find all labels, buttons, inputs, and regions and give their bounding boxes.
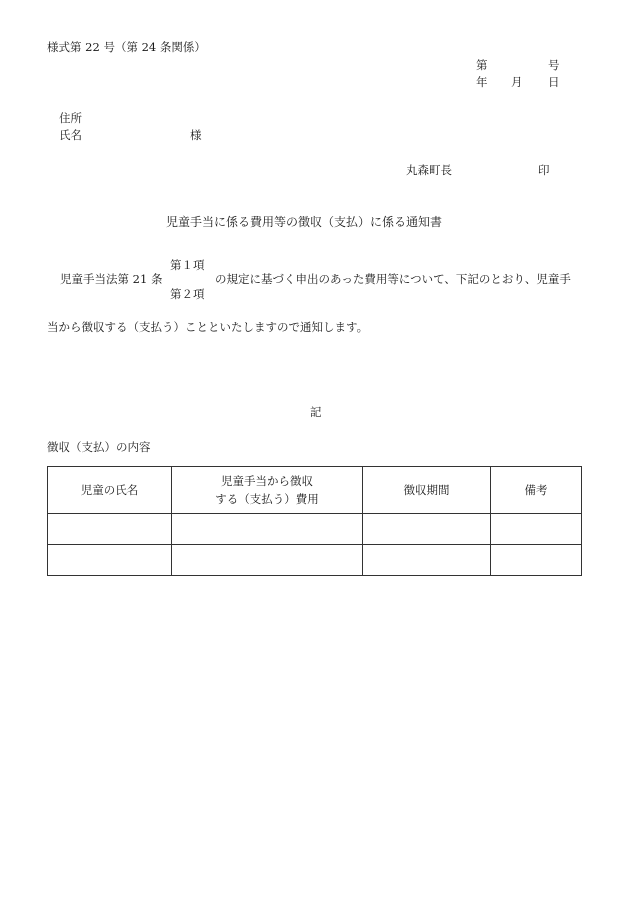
table-row bbox=[48, 545, 582, 576]
cell-cost bbox=[172, 545, 363, 576]
header-cost bbox=[172, 467, 363, 514]
cell-period bbox=[363, 514, 491, 545]
cell-cost bbox=[172, 514, 363, 545]
cell-remarks bbox=[491, 545, 582, 576]
body-clause-2: 第２項 bbox=[170, 287, 205, 301]
ki-mark: 記 bbox=[310, 405, 322, 419]
form-label: 様式第 22 号（第 24 条関係） bbox=[47, 40, 206, 54]
table-row bbox=[48, 514, 582, 545]
table-header-row bbox=[48, 467, 582, 514]
address-label: 住所 bbox=[59, 111, 82, 125]
content-table bbox=[47, 466, 582, 576]
body-rest: の規定に基づく申出のあった費用等について、下記のとおり、児童手 bbox=[215, 272, 571, 286]
cell-period bbox=[363, 545, 491, 576]
date-month: 月 bbox=[511, 75, 523, 89]
cell-child-name bbox=[48, 545, 172, 576]
header-cost-line1: 児童手当から徴収 bbox=[221, 474, 313, 488]
header-period: 徴収期間 bbox=[363, 467, 491, 514]
header-child-name: 児童の氏名 bbox=[48, 467, 172, 514]
name-label: 氏名 bbox=[59, 128, 82, 142]
cell-remarks bbox=[491, 514, 582, 545]
body-line2: 当から徴収する（支払う）ことといたしますので通知します。 bbox=[47, 320, 369, 334]
seal-mark: 印 bbox=[538, 163, 550, 177]
section-label: 徴収（支払）の内容 bbox=[47, 440, 151, 454]
header-cost-line2: する（支払う）費用 bbox=[215, 492, 319, 506]
sender-title: 丸森町長 bbox=[406, 163, 452, 177]
date-year: 年 bbox=[476, 75, 488, 89]
doc-number-go: 号 bbox=[548, 58, 560, 72]
honorific: 様 bbox=[190, 128, 202, 142]
body-lead: 児童手当法第 21 条 bbox=[60, 272, 163, 286]
doc-number-dai: 第 bbox=[476, 58, 488, 72]
body-clause-1: 第１項 bbox=[170, 258, 205, 272]
date-day: 日 bbox=[548, 75, 560, 89]
document-title: 児童手当に係る費用等の徴収（支払）に係る通知書 bbox=[166, 215, 443, 229]
cell-child-name bbox=[48, 514, 172, 545]
header-remarks: 備考 bbox=[491, 467, 582, 514]
